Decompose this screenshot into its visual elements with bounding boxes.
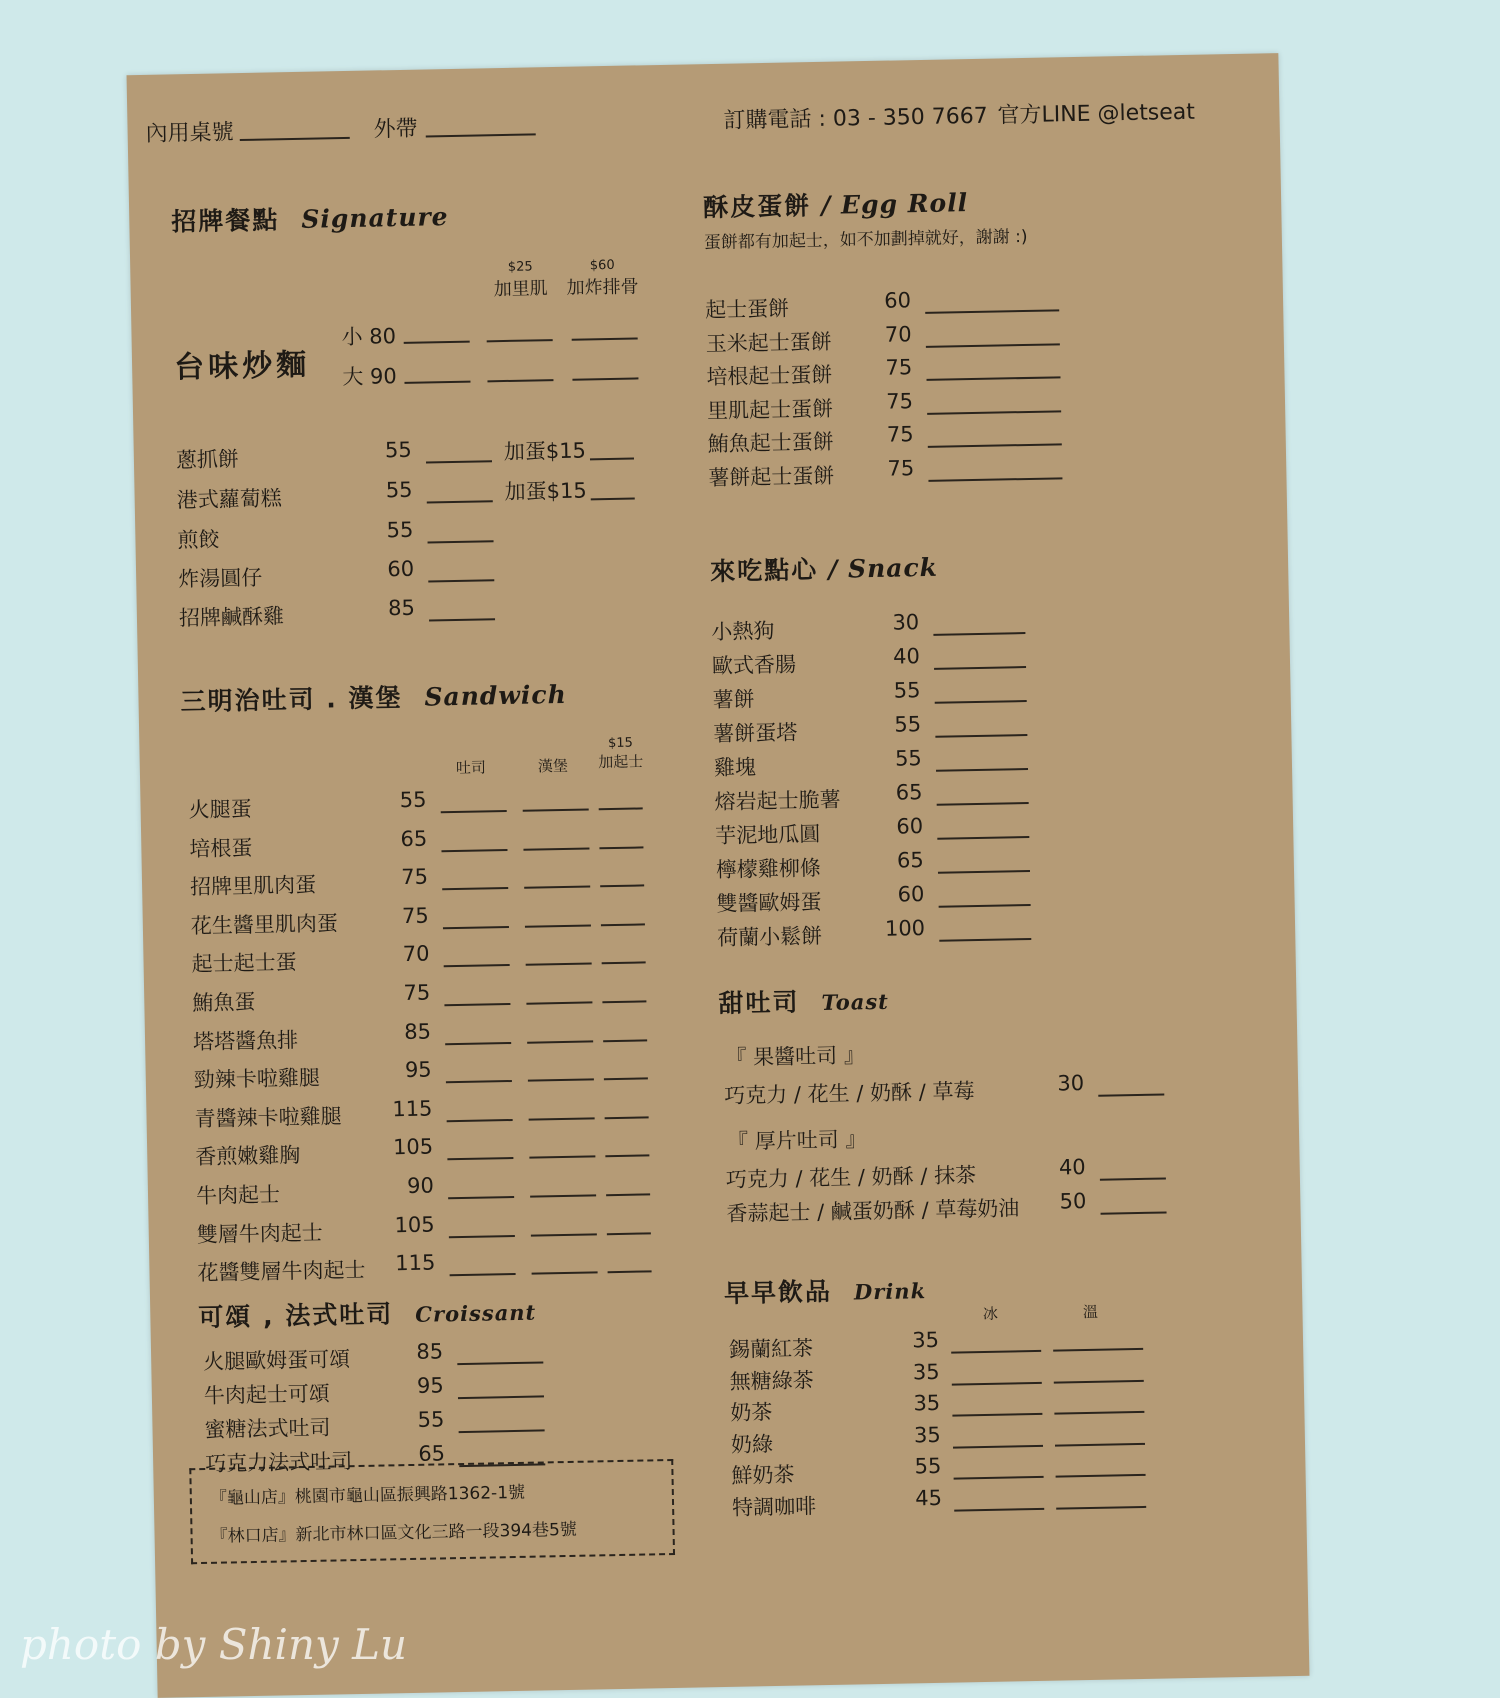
- order-field[interactable]: [603, 1039, 647, 1042]
- toast-title: 甜吐司: [718, 987, 800, 1019]
- menu-item-name: 青醬辣卡啦雞腿: [194, 1104, 342, 1131]
- order-field[interactable]: [953, 1444, 1043, 1448]
- toast-column-header: 吐司: [455, 758, 487, 778]
- menu-item-name: 港式蘿蔔糕: [176, 486, 282, 513]
- order-field[interactable]: [445, 1042, 511, 1045]
- menu-item-price: 55: [385, 477, 413, 503]
- menu-item-name: 牛肉起士: [195, 1182, 281, 1209]
- menu-item-price: 70: [402, 941, 430, 967]
- order-field[interactable]: [428, 579, 494, 582]
- toast-section-title: [718, 981, 889, 1020]
- menu-item-name: 特調咖啡: [731, 1493, 817, 1520]
- menu-item-price: 55: [894, 712, 922, 737]
- order-field[interactable]: [954, 1476, 1044, 1480]
- menu-item-name: 里肌起士蛋餅: [706, 396, 834, 423]
- order-field[interactable]: [602, 1000, 646, 1003]
- croissant-title-en: Croissant: [415, 1299, 537, 1327]
- order-field[interactable]: [939, 938, 1031, 942]
- order-field[interactable]: [936, 768, 1028, 772]
- order-field[interactable]: [599, 846, 643, 849]
- order-field[interactable]: [448, 1196, 514, 1199]
- menu-item-price: 115: [395, 1250, 436, 1276]
- menu-item-price: 60: [387, 556, 415, 582]
- menu-item-price: 55: [384, 437, 413, 463]
- menu-item-name: 巧克力 / 花生 / 奶酥 / 抹茶: [725, 1163, 977, 1192]
- order-field[interactable]: [527, 1040, 593, 1043]
- order-field[interactable]: [523, 847, 589, 850]
- addon-pork-header: $25 加里肌: [493, 259, 548, 301]
- menu-item-name: 錫蘭紅茶: [728, 1336, 814, 1362]
- menu-item-price: 35: [911, 1327, 940, 1353]
- order-field[interactable]: [459, 1429, 545, 1433]
- egg-roll-list: [127, 53, 1279, 75]
- order-field[interactable]: [526, 963, 592, 966]
- sandwich-section-title: [180, 675, 567, 718]
- order-field[interactable]: [1055, 1442, 1145, 1446]
- menu-item-name: 巧克力法式吐司: [204, 1449, 353, 1476]
- menu-item-price: 55: [894, 746, 923, 771]
- menu-item-price: 70: [884, 321, 912, 347]
- store-address: 『林口店』新北市林口區文化三路一段394巷5號: [210, 1519, 577, 1547]
- order-field[interactable]: [449, 1235, 515, 1238]
- menu-item-price: 105: [392, 1134, 434, 1160]
- order-field[interactable]: [1056, 1505, 1146, 1509]
- order-field[interactable]: [937, 836, 1029, 840]
- menu-item-name: 花生醬里肌肉蛋: [190, 911, 339, 938]
- menu-item-price: 35: [913, 1422, 941, 1447]
- menu-item-name: 無糖綠茶: [729, 1367, 814, 1394]
- order-field[interactable]: [601, 923, 645, 926]
- snack-section-title: [710, 548, 938, 588]
- menu-item-price: 65: [400, 826, 428, 851]
- line-account: 官方LINE @letseat: [997, 99, 1196, 129]
- menu-item-name: 起士起士蛋: [191, 950, 297, 977]
- menu-sheet: [127, 53, 1310, 1698]
- menu-item-name: 火腿歐姆蛋可頌: [203, 1347, 351, 1374]
- order-field[interactable]: [599, 807, 643, 810]
- order-field[interactable]: [450, 1273, 516, 1276]
- order-field[interactable]: [938, 870, 1030, 874]
- snack-title-en: / Snack: [827, 552, 939, 584]
- menu-item-price: 40: [892, 644, 921, 669]
- order-field[interactable]: [446, 1080, 512, 1083]
- menu-item-price: 95: [404, 1057, 432, 1083]
- order-field[interactable]: [441, 849, 507, 852]
- menu-item-price: 55: [417, 1407, 445, 1432]
- takeout-label: 外帶: [373, 116, 418, 143]
- menu-item-name: 奶茶: [730, 1400, 773, 1425]
- order-field[interactable]: [934, 666, 1026, 670]
- egg-roll-title-en: / Egg Roll: [820, 188, 969, 220]
- order-field[interactable]: [529, 1156, 595, 1159]
- order-field[interactable]: [523, 808, 589, 811]
- menu-item-name: 玉米起士蛋餅: [705, 329, 832, 356]
- order-field[interactable]: [443, 926, 509, 929]
- menu-item-price: 95: [416, 1373, 444, 1398]
- order-field[interactable]: [572, 337, 638, 340]
- order-field[interactable]: [604, 1078, 648, 1081]
- add-egg-option: 加蛋$15: [503, 438, 587, 465]
- order-field[interactable]: [526, 1001, 592, 1004]
- menu-item-name: 塔塔醬魚排: [192, 1027, 299, 1054]
- order-field[interactable]: [590, 458, 634, 461]
- menu-item-name: 招牌里肌肉蛋: [189, 872, 317, 900]
- menu-item-name: 荷蘭小鬆餅: [716, 924, 823, 951]
- menu-item-name: 芋泥地瓜圓: [715, 822, 821, 849]
- order-field[interactable]: [444, 1003, 510, 1006]
- menu-item-price: 55: [399, 787, 427, 813]
- sandwich-title: 三明治吐司 . 漢堡: [180, 683, 403, 717]
- order-field[interactable]: [441, 810, 507, 813]
- menu-item-name: 培根蛋: [189, 835, 253, 861]
- order-field[interactable]: [525, 924, 591, 927]
- order-field[interactable]: [927, 377, 1061, 382]
- menu-item-name: 花醬雙層牛肉起士: [197, 1258, 366, 1286]
- noodle-small-price: 小 80: [341, 324, 397, 350]
- order-field[interactable]: [447, 1119, 513, 1122]
- order-field[interactable]: [487, 379, 553, 382]
- menu-item-price: 75: [403, 980, 431, 1006]
- order-field[interactable]: [487, 339, 553, 342]
- menu-item-price: 60: [884, 288, 912, 313]
- menu-item-name: 鮪魚蛋: [192, 989, 256, 1016]
- croissant-list: [127, 53, 1279, 75]
- menu-item-name: 蜜糖法式吐司: [204, 1415, 331, 1442]
- menu-item-price: 45: [915, 1485, 943, 1510]
- order-field[interactable]: [458, 1395, 544, 1399]
- order-field[interactable]: [572, 377, 638, 380]
- menu-item-name: 薯餅蛋塔: [713, 720, 798, 747]
- signature-title: 招牌餐點: [171, 205, 280, 237]
- order-field[interactable]: [1054, 1411, 1144, 1415]
- menu-item-name: 煎餃: [177, 527, 220, 553]
- menu-item-price: 75: [401, 864, 429, 890]
- menu-item-price: 30: [1057, 1071, 1085, 1096]
- menu-item-name: 檸檬雞柳條: [715, 856, 822, 883]
- order-field[interactable]: [954, 1507, 1044, 1511]
- snack-list: [127, 53, 1279, 75]
- menu-item-name: 鮮奶茶: [731, 1462, 795, 1488]
- menu-item-price: 85: [403, 1019, 432, 1044]
- menu-item-price: 55: [893, 678, 921, 703]
- menu-item-name: 鮪魚起士蛋餅: [707, 430, 834, 457]
- order-field[interactable]: [532, 1272, 598, 1275]
- menu-item-name: 勁辣卡啦雞腿: [193, 1065, 321, 1093]
- menu-item-price: 35: [912, 1359, 940, 1384]
- menu-item-name: 炸湯圓仔: [177, 565, 263, 592]
- order-field[interactable]: [935, 700, 1027, 704]
- takeout-field[interactable]: [426, 133, 536, 137]
- menu-item-name: 薯餅起士蛋餅: [708, 463, 835, 491]
- sandwich-title-en: Sandwich: [424, 679, 568, 712]
- order-field[interactable]: [404, 381, 470, 384]
- order-field[interactable]: [524, 886, 590, 889]
- order-field[interactable]: [952, 1381, 1042, 1385]
- menu-item-price: 65: [895, 780, 923, 805]
- egg-roll-note: 蛋餅都有加起士，如不加劃掉就好，謝謝 :): [703, 226, 1028, 254]
- menu-item-price: 75: [885, 388, 914, 414]
- menu-item-name: 香蒜起士 / 鹹蛋奶酥 / 草莓奶油: [726, 1196, 1020, 1226]
- menu-item-price: 60: [896, 814, 924, 839]
- menu-item-name: 奶綠: [730, 1431, 774, 1457]
- order-field[interactable]: [951, 1350, 1041, 1354]
- order-field[interactable]: [605, 1155, 649, 1158]
- order-field[interactable]: [1100, 1177, 1166, 1180]
- menu-item-name: 蔥抓餅: [175, 447, 240, 473]
- addon-ribs-header: $60 加炸排骨: [566, 257, 639, 299]
- menu-item-price: 100: [884, 916, 926, 941]
- order-field[interactable]: [952, 1413, 1042, 1417]
- menu-item-price: 75: [887, 456, 915, 481]
- menu-item-price: 115: [392, 1096, 433, 1122]
- menu-item-price: 65: [896, 848, 924, 873]
- order-field[interactable]: [925, 309, 1059, 314]
- egg-roll-section-title: [703, 183, 969, 224]
- menu-item-price: 75: [401, 903, 429, 928]
- order-field[interactable]: [457, 1361, 543, 1365]
- menu-item-price: 60: [897, 882, 925, 907]
- menu-item-price: 85: [387, 595, 416, 621]
- order-field[interactable]: [602, 962, 646, 965]
- order-field[interactable]: [933, 632, 1025, 636]
- noodle-large-price: 大 90: [342, 364, 397, 390]
- menu-item-name: 熔岩起士脆薯: [714, 787, 841, 815]
- cheese-column-header: $15 加起士: [598, 735, 644, 772]
- signature-section-title: [171, 197, 449, 238]
- menu-item-name: 薯餅: [712, 687, 755, 713]
- drink-title: 早早飲品: [723, 1276, 833, 1308]
- order-field[interactable]: [928, 444, 1062, 449]
- order-field[interactable]: [1098, 1093, 1164, 1096]
- photo-watermark: photo by Shiny Lu: [20, 1620, 408, 1669]
- menu-item-name: 牛肉起士可頌: [203, 1381, 331, 1408]
- menu-item-name: 巧克力 / 花生 / 奶酥 / 草莓: [724, 1079, 975, 1108]
- order-field[interactable]: [447, 1157, 513, 1160]
- order-field[interactable]: [529, 1117, 595, 1120]
- order-field[interactable]: [427, 500, 493, 503]
- order-field[interactable]: [442, 887, 508, 890]
- menu-item-name: 培根起士蛋餅: [706, 362, 833, 390]
- order-field[interactable]: [1101, 1211, 1167, 1214]
- order-field[interactable]: [926, 343, 1060, 348]
- menu-item-price: 105: [394, 1212, 435, 1237]
- order-field[interactable]: [426, 460, 492, 463]
- order-field[interactable]: [1056, 1474, 1146, 1478]
- order-field[interactable]: [528, 1079, 594, 1082]
- croissant-section-title: [198, 1292, 537, 1334]
- menu-item-name: 歐式香腸: [711, 652, 797, 679]
- order-field[interactable]: [591, 498, 635, 501]
- order-field[interactable]: [530, 1194, 596, 1197]
- dine-in-table-field[interactable]: [240, 137, 350, 141]
- menu-item-price: 65: [418, 1441, 446, 1466]
- menu-item-price: 50: [1059, 1188, 1087, 1214]
- menu-item-name: 小熱狗: [711, 618, 775, 645]
- order-field[interactable]: [937, 802, 1029, 806]
- thick-toast-header: 『 厚片吐司 』: [726, 1127, 867, 1154]
- order-field[interactable]: [606, 1193, 650, 1196]
- menu-item-name: 香煎嫩雞胸: [195, 1143, 301, 1170]
- menu-item-name: 招牌鹹酥雞: [178, 604, 285, 631]
- warm-column-header: 溫: [1082, 1302, 1099, 1322]
- order-field[interactable]: [939, 904, 1031, 908]
- order-field[interactable]: [404, 341, 470, 344]
- croissant-title: 可頌 , 法式吐司: [198, 1299, 394, 1333]
- signature-title-en: Signature: [301, 202, 449, 234]
- menu-item-name: 雙層牛肉起士: [196, 1220, 324, 1247]
- menu-item-name: 雞塊: [713, 755, 757, 781]
- dine-in-label: 內用桌號: [145, 120, 234, 147]
- order-field[interactable]: [531, 1233, 597, 1236]
- drink-title-en: Drink: [853, 1278, 927, 1305]
- menu-item-price: 75: [885, 355, 913, 380]
- drink-list: [127, 53, 1279, 75]
- order-field[interactable]: [608, 1271, 652, 1274]
- menu-item-price: 90: [406, 1173, 435, 1199]
- order-field[interactable]: [607, 1232, 651, 1235]
- order-field[interactable]: [1054, 1379, 1144, 1383]
- stir-fried-noodle-name: 台味炒麵: [173, 347, 311, 386]
- sandwich-list: [127, 53, 1279, 75]
- burger-column-header: 漢堡: [537, 756, 569, 776]
- menu-item-price: 30: [892, 610, 920, 635]
- order-field[interactable]: [429, 618, 495, 621]
- jam-toast-header: 『 果醬吐司 』: [725, 1043, 866, 1070]
- menu-item-price: 55: [386, 517, 414, 543]
- menu-item-name: 起士蛋餅: [704, 296, 790, 323]
- menu-item-name: 火腿蛋: [188, 796, 252, 823]
- order-field[interactable]: [928, 477, 1062, 482]
- iced-column-header: 冰: [982, 1304, 999, 1323]
- order-field[interactable]: [927, 410, 1061, 415]
- order-phone: 訂購電話 : 03 - 350 7667: [723, 103, 989, 134]
- egg-roll-title: 酥皮蛋餅: [702, 191, 812, 223]
- menu-item-price: 85: [416, 1339, 444, 1364]
- order-field[interactable]: [605, 1116, 649, 1119]
- snack-title: 來吃點心: [709, 555, 819, 587]
- drink-section-title: [724, 1270, 927, 1310]
- order-field[interactable]: [1053, 1348, 1143, 1352]
- menu-item-price: 75: [886, 422, 914, 448]
- menu-item-price: 55: [914, 1453, 942, 1479]
- store-address: 『龜山店』桃園市龜山區振興路1362-1號: [209, 1482, 526, 1509]
- menu-item-price: 35: [913, 1390, 941, 1416]
- menu-item-price: 40: [1058, 1154, 1086, 1180]
- add-egg-option: 加蛋$15: [504, 478, 587, 505]
- order-field[interactable]: [444, 964, 510, 967]
- order-field[interactable]: [428, 540, 494, 543]
- toast-title-en: Toast: [821, 988, 890, 1016]
- menu-item-name: 雙醬歐姆蛋: [716, 890, 822, 917]
- order-field[interactable]: [600, 885, 644, 888]
- order-field[interactable]: [935, 734, 1027, 738]
